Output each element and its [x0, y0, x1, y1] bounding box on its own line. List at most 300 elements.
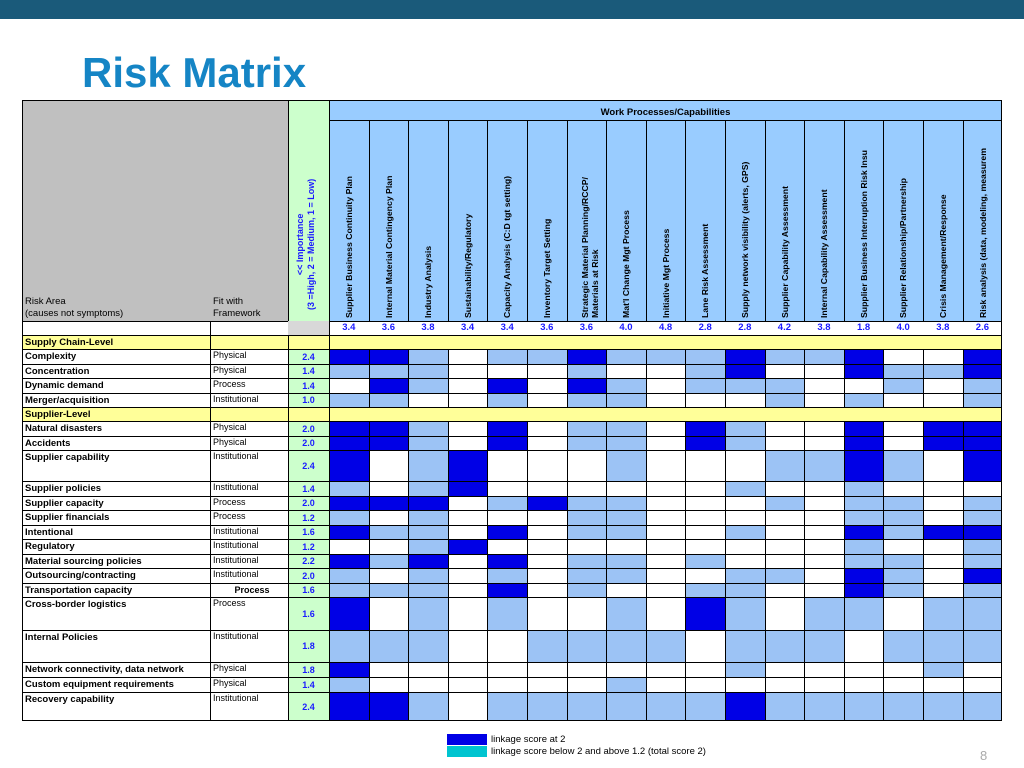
importance-value: 1.6 — [288, 525, 329, 539]
linkage-cell — [408, 525, 448, 539]
linkage-cell — [408, 349, 448, 364]
risk-area-label: Supplier policies — [25, 483, 102, 494]
linkage-cell — [963, 630, 1003, 662]
linkage-cell — [765, 349, 805, 364]
linkage-cell — [923, 436, 963, 450]
linkage-cell — [448, 568, 488, 583]
risk-area-label: Concentration — [25, 366, 90, 377]
linkage-cell — [765, 510, 805, 525]
linkage-cell — [408, 597, 448, 630]
linkage-cell — [527, 525, 567, 539]
linkage-cell — [844, 583, 884, 597]
importance-header-line2: (3 =High, 2 = Medium, 1 = Low) — [306, 178, 316, 310]
row-divider — [329, 510, 330, 525]
row-border — [22, 378, 1002, 379]
importance-header-line1: << Importance — [295, 213, 305, 276]
row-divider — [329, 630, 330, 662]
table-row — [22, 421, 1002, 436]
fit-label: Physical — [213, 350, 247, 360]
linkage-cell — [487, 662, 527, 677]
column-header-line1: Strategic Material Planning/RCCP/ — [579, 177, 590, 318]
linkage-cell — [606, 421, 646, 436]
column-total: 3.8 — [936, 322, 950, 333]
linkage-cell — [567, 597, 607, 630]
linkage-cell — [408, 583, 448, 597]
row-border — [22, 662, 1002, 663]
table-row — [22, 662, 1002, 677]
linkage-cell — [804, 525, 844, 539]
column-total: 3.6 — [540, 322, 554, 333]
linkage-cell — [844, 496, 884, 510]
legend-swatch-high — [447, 734, 487, 745]
linkage-cell — [567, 525, 607, 539]
linkage-cell — [963, 597, 1003, 630]
risk-area-label: Dynamic demand — [25, 380, 104, 391]
linkage-cell — [527, 421, 567, 436]
linkage-cell — [804, 496, 844, 510]
linkage-cell — [804, 450, 844, 481]
linkage-cell — [606, 496, 646, 510]
linkage-cell — [487, 378, 527, 393]
linkage-cell — [923, 662, 963, 677]
linkage-cell — [567, 450, 607, 481]
linkage-cell — [408, 450, 448, 481]
importance-value: 1.4 — [288, 364, 329, 378]
linkage-cell — [448, 662, 488, 677]
linkage-cell — [685, 597, 725, 630]
risk-area-label: Natural disasters — [25, 423, 103, 434]
risk-area-label: Accidents — [25, 438, 71, 449]
linkage-cell — [567, 436, 607, 450]
linkage-cell — [646, 583, 686, 597]
linkage-cell — [804, 421, 844, 436]
linkage-cell — [725, 421, 765, 436]
linkage-cell — [883, 525, 923, 539]
row-divider — [329, 554, 330, 568]
linkage-cell — [329, 568, 369, 583]
column-header-label: Internal Material Contingency Plan — [383, 175, 394, 318]
linkage-cell — [844, 568, 884, 583]
linkage-cell — [685, 378, 725, 393]
column-divider — [923, 120, 924, 321]
linkage-cell — [527, 630, 567, 662]
linkage-cell — [765, 496, 805, 510]
importance-value: 1.4 — [288, 378, 329, 393]
linkage-cell — [883, 662, 923, 677]
linkage-cell — [765, 583, 805, 597]
linkage-cell — [963, 525, 1003, 539]
linkage-cell — [646, 349, 686, 364]
linkage-cell — [804, 568, 844, 583]
linkage-cell — [527, 568, 567, 583]
fit-header-line2: Framework — [213, 308, 261, 319]
row-divider — [329, 692, 330, 721]
linkage-cell — [923, 630, 963, 662]
linkage-cell — [804, 349, 844, 364]
row-divider — [288, 692, 289, 721]
table-row — [22, 481, 1002, 496]
linkage-cell — [923, 496, 963, 510]
linkage-cell — [923, 692, 963, 721]
column-total: 3.8 — [817, 322, 831, 333]
risk-area-header-line2: (causes not symptoms) — [25, 308, 124, 319]
row-border — [22, 692, 1002, 693]
linkage-cell — [646, 662, 686, 677]
linkage-cell — [963, 568, 1003, 583]
linkage-cell — [765, 630, 805, 662]
linkage-cell — [923, 554, 963, 568]
risk-area-label: Complexity — [25, 351, 77, 362]
column-total: 3.4 — [460, 322, 475, 333]
linkage-cell — [923, 349, 963, 364]
importance-value: 1.8 — [288, 630, 329, 662]
linkage-cell — [725, 510, 765, 525]
linkage-cell — [765, 421, 805, 436]
linkage-cell — [765, 597, 805, 630]
linkage-cell — [725, 583, 765, 597]
linkage-cell — [883, 364, 923, 378]
linkage-cell — [844, 692, 884, 721]
linkage-cell — [883, 349, 923, 364]
linkage-cell — [844, 450, 884, 481]
linkage-cell — [606, 692, 646, 721]
linkage-cell — [567, 496, 607, 510]
linkage-cell — [923, 481, 963, 496]
linkage-cell — [329, 692, 369, 721]
risk-area-label: Cross-border logistics — [25, 599, 127, 610]
linkage-cell — [923, 583, 963, 597]
row-border — [22, 677, 1002, 678]
risk-area-header-line1: Risk Area — [25, 296, 66, 307]
linkage-cell — [685, 525, 725, 539]
linkage-cell — [487, 583, 527, 597]
row-border — [22, 554, 1002, 555]
linkage-cell — [844, 349, 884, 364]
risk-area-label: Supplier capability — [25, 452, 110, 463]
linkage-cell — [369, 496, 409, 510]
linkage-cell — [606, 677, 646, 692]
linkage-cell — [923, 378, 963, 393]
fit-label: Physical — [213, 365, 247, 375]
linkage-cell — [725, 692, 765, 721]
linkage-cell — [606, 378, 646, 393]
linkage-cell — [804, 510, 844, 525]
linkage-cell — [646, 554, 686, 568]
linkage-cell — [646, 393, 686, 407]
linkage-cell — [685, 481, 725, 496]
linkage-cell — [487, 393, 527, 407]
row-divider — [329, 481, 330, 496]
linkage-cell — [606, 597, 646, 630]
importance-value: 1.8 — [288, 662, 329, 677]
linkage-cell — [369, 525, 409, 539]
linkage-cell — [725, 378, 765, 393]
column-header-label: Internal Capability Assessment — [819, 189, 830, 318]
linkage-cell — [408, 539, 448, 554]
linkage-cell — [963, 436, 1003, 450]
linkage-cell — [646, 597, 686, 630]
risk-area-label: Supplier capacity — [25, 498, 104, 509]
column-divider — [567, 120, 568, 321]
page-title: Risk Matrix — [82, 49, 307, 96]
linkage-cell — [487, 568, 527, 583]
linkage-cell — [448, 630, 488, 662]
risk-area-label: Material sourcing policies — [25, 556, 142, 567]
linkage-cell — [963, 421, 1003, 436]
linkage-cell — [329, 630, 369, 662]
row-divider — [329, 496, 330, 510]
row-divider — [329, 525, 330, 539]
linkage-cell — [963, 692, 1003, 721]
linkage-cell — [725, 496, 765, 510]
linkage-cell — [408, 677, 448, 692]
column-total: 1.8 — [856, 322, 871, 333]
linkage-cell — [408, 496, 448, 510]
column-total: 2.6 — [975, 322, 989, 333]
linkage-cell — [487, 692, 527, 721]
linkage-cell — [844, 630, 884, 662]
linkage-cell — [567, 662, 607, 677]
linkage-cell — [527, 692, 567, 721]
linkage-cell — [448, 481, 488, 496]
column-total: 3.8 — [421, 322, 435, 333]
table-row — [22, 496, 1002, 510]
fit-label: Process — [234, 585, 270, 595]
linkage-cell — [963, 662, 1003, 677]
linkage-cell — [844, 378, 884, 393]
row-border — [22, 349, 1002, 350]
linkage-cell — [844, 525, 884, 539]
linkage-cell — [527, 539, 567, 554]
work-processes-header: Work Processes/Capabilities — [600, 107, 731, 118]
risk-area-label: Merger/acquisition — [25, 395, 110, 406]
linkage-cell — [765, 450, 805, 481]
linkage-cell — [963, 583, 1003, 597]
linkage-cell — [329, 677, 369, 692]
linkage-cell — [646, 436, 686, 450]
risk-matrix-table — [22, 100, 1002, 721]
linkage-cell — [844, 364, 884, 378]
table-row — [22, 525, 1002, 539]
row-divider — [329, 349, 330, 364]
linkage-cell — [765, 436, 805, 450]
row-divider — [210, 450, 211, 481]
row-divider — [210, 597, 211, 630]
row-divider — [329, 568, 330, 583]
linkage-cell — [844, 554, 884, 568]
column-total: 3.6 — [579, 322, 593, 333]
linkage-cell — [527, 554, 567, 568]
row-divider — [329, 378, 330, 393]
row-divider — [329, 393, 330, 407]
linkage-cell — [963, 364, 1003, 378]
importance-value: 1.2 — [288, 510, 329, 525]
linkage-cell — [765, 539, 805, 554]
linkage-cell — [369, 364, 409, 378]
column-header-label: Supplier Business Interruption Risk Insu — [858, 150, 869, 318]
linkage-cell — [527, 677, 567, 692]
linkage-cell — [844, 539, 884, 554]
linkage-cell — [527, 349, 567, 364]
linkage-cell — [685, 662, 725, 677]
fit-label: Physical — [213, 437, 247, 447]
linkage-cell — [725, 568, 765, 583]
column-header-label — [580, 122, 600, 318]
risk-area-label: Internal Policies — [25, 632, 98, 643]
row-border — [22, 421, 1002, 422]
importance-value: 1.2 — [288, 539, 329, 554]
linkage-cell — [685, 539, 725, 554]
linkage-cell — [408, 364, 448, 378]
column-total: 3.4 — [500, 322, 514, 333]
linkage-cell — [883, 539, 923, 554]
linkage-cell — [369, 393, 409, 407]
linkage-cell — [685, 450, 725, 481]
linkage-cell — [804, 662, 844, 677]
row-divider — [329, 450, 330, 481]
row-divider — [329, 364, 330, 378]
linkage-cell — [567, 630, 607, 662]
table-row — [22, 393, 1002, 407]
linkage-cell — [527, 662, 567, 677]
header-gray-block — [22, 100, 288, 321]
linkage-cell — [448, 597, 488, 630]
linkage-cell — [448, 349, 488, 364]
column-header-label: Inventory Target Setting — [542, 218, 552, 318]
column-divider — [804, 120, 805, 321]
column-divider — [487, 120, 488, 321]
linkage-cell — [567, 568, 607, 583]
linkage-cell — [963, 393, 1003, 407]
linkage-cell — [408, 436, 448, 450]
row-divider — [329, 539, 330, 554]
linkage-cell — [329, 525, 369, 539]
linkage-cell — [408, 421, 448, 436]
row-divider — [329, 662, 330, 677]
risk-area-label: Supplier financials — [25, 512, 110, 523]
linkage-cell — [646, 525, 686, 539]
linkage-cell — [765, 364, 805, 378]
linkage-cell — [646, 692, 686, 721]
importance-value: 2.0 — [288, 496, 329, 510]
totals-divider — [22, 321, 23, 335]
linkage-cell — [725, 677, 765, 692]
linkage-cell — [963, 510, 1003, 525]
linkage-cell — [883, 450, 923, 481]
importance-value: 2.0 — [288, 421, 329, 436]
linkage-cell — [883, 436, 923, 450]
linkage-cell — [883, 510, 923, 525]
linkage-cell — [408, 554, 448, 568]
totals-divider — [329, 321, 330, 335]
linkage-cell — [487, 525, 527, 539]
section-label: Supply Chain-Level — [25, 337, 114, 348]
column-divider — [844, 120, 845, 321]
linkage-cell — [646, 364, 686, 378]
linkage-cell — [527, 496, 567, 510]
linkage-cell — [369, 510, 409, 525]
fit-label: Institutional — [213, 482, 259, 492]
table-row — [22, 554, 1002, 568]
linkage-cell — [765, 568, 805, 583]
row-border — [22, 393, 1002, 394]
linkage-cell — [329, 436, 369, 450]
linkage-cell — [448, 677, 488, 692]
row-border — [22, 630, 1002, 631]
linkage-cell — [804, 378, 844, 393]
fit-label: Institutional — [213, 451, 259, 461]
linkage-cell — [567, 349, 607, 364]
row-border — [22, 481, 1002, 482]
row-divider — [329, 677, 330, 692]
column-total: 2.8 — [738, 322, 752, 333]
linkage-cell — [923, 421, 963, 436]
linkage-cell — [448, 510, 488, 525]
linkage-cell — [646, 450, 686, 481]
table-row — [22, 510, 1002, 525]
linkage-cell — [567, 677, 607, 692]
linkage-cell — [448, 554, 488, 568]
linkage-cell — [765, 662, 805, 677]
linkage-cell — [527, 510, 567, 525]
linkage-cell — [487, 510, 527, 525]
linkage-cell — [844, 436, 884, 450]
column-total: 4.2 — [777, 322, 791, 333]
fit-label: Institutional — [213, 555, 259, 565]
linkage-cell — [923, 364, 963, 378]
table-row — [22, 349, 1002, 364]
row-divider — [329, 421, 330, 436]
fit-label: Institutional — [213, 394, 259, 404]
linkage-cell — [725, 554, 765, 568]
linkage-cell — [606, 630, 646, 662]
linkage-cell — [804, 583, 844, 597]
importance-value: 2.0 — [288, 436, 329, 450]
fit-label: Institutional — [213, 693, 259, 703]
linkage-cell — [329, 421, 369, 436]
column-header-label: Sustainability/Regulatory — [462, 213, 473, 318]
page-number: 8 — [980, 748, 988, 763]
linkage-cell — [765, 378, 805, 393]
risk-area-header — [25, 296, 123, 320]
linkage-cell — [883, 677, 923, 692]
column-header-label: Supplier Capability Assessment — [779, 186, 790, 318]
table-row — [22, 630, 1002, 662]
linkage-cell — [487, 481, 527, 496]
header-divider-process — [329, 100, 330, 321]
linkage-cell — [606, 481, 646, 496]
linkage-cell — [725, 525, 765, 539]
section-label: Supplier-Level — [25, 409, 91, 420]
importance-value: 2.4 — [288, 450, 329, 481]
linkage-cell — [606, 568, 646, 583]
linkage-cell — [923, 510, 963, 525]
linkage-cell — [685, 692, 725, 721]
column-total: 4.8 — [658, 322, 673, 333]
risk-area-label: Transportation capacity — [25, 585, 133, 596]
linkage-cell — [923, 597, 963, 630]
linkage-cell — [567, 393, 607, 407]
linkage-cell — [765, 481, 805, 496]
linkage-cell — [804, 364, 844, 378]
linkage-cell — [804, 481, 844, 496]
importance-value: 1.4 — [288, 481, 329, 496]
header-divider-importance — [288, 100, 289, 321]
column-divider — [527, 120, 528, 321]
linkage-cell — [567, 510, 607, 525]
row-divider — [210, 630, 211, 662]
linkage-cell — [725, 481, 765, 496]
